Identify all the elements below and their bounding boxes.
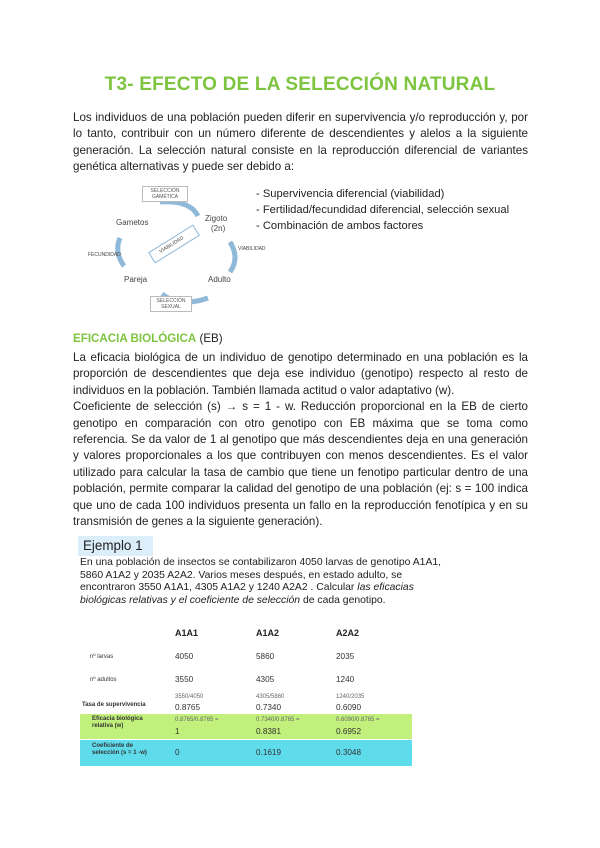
table-cell: 1240	[336, 675, 355, 684]
table-cell: 0.3048	[336, 748, 362, 757]
gametic-selection-box: SELECCIÓN GAMÉTICA	[142, 186, 188, 202]
table-cell-calc: 4305/5860	[256, 694, 285, 700]
table-cell: 2035	[336, 652, 355, 661]
intro-paragraph: Los individuos de una población pueden diferir en supervivencia y/o reproducción y, por lo tanto, contribuir con un número diferente de descendientes y alelos a la siguiente generación. La selección natural consiste en la reproducción diferencial de variantes genética alternativas y puede ser debido a:	[73, 111, 528, 174]
row-label: Eficacia biológica relativa (w)	[92, 716, 143, 729]
section-heading	[73, 332, 223, 345]
table-cell: 4305	[256, 675, 275, 684]
gametos-label: Gametos	[116, 218, 149, 227]
example-text	[80, 557, 450, 607]
table-header: A2A2	[336, 628, 360, 638]
table-cell: 4050	[175, 652, 194, 661]
adulto-label: Adulto	[208, 275, 231, 284]
zigoto-label: Zigoto	[205, 214, 228, 223]
list-item: - Supervivencia diferencial (viabilidad)	[256, 188, 445, 200]
center-label: VIABILIDAD	[158, 235, 186, 255]
example-text-end: de cada genotipo.	[300, 594, 386, 606]
row-label: Coeficiente de selección (s = 1 -w)	[92, 743, 147, 756]
table-cell-calc: 3550/4050	[175, 694, 204, 700]
example-title: Ejemplo 1	[78, 536, 153, 556]
table-cell: 5860	[256, 652, 275, 661]
table-cell: 0.8765	[175, 703, 201, 712]
table-cell: 1	[175, 727, 180, 736]
zigoto-sub-label: (2n)	[211, 224, 226, 233]
table-cell-calc: 0.7340/0.8765 =	[256, 717, 300, 723]
page-title: T3- EFECTO DE LA SELECCIÓN NATURAL	[104, 74, 496, 95]
example-text-plain: En una población de insectos se contabilizaron 4050 larvas de genotipo A1A1, 5860 A1A2 y 2035 A2A2. Varios meses después, en estado adulto, se encontraron 3550 A1A1, 4305 A1A2 y 1240 A2A2 . Calcular	[80, 557, 442, 594]
table-cell: 0.8381	[256, 727, 282, 736]
arrow-right	[230, 242, 235, 272]
row-label: nº larvas	[90, 654, 114, 660]
pareja-label: Pareja	[124, 275, 148, 284]
viabilidad-label: VIABILIDAD	[238, 246, 266, 252]
eb-body	[73, 350, 528, 530]
row-label: nº adultos	[90, 677, 117, 683]
table-cell: 0.6952	[336, 727, 362, 736]
table-cell: 0.7340	[256, 703, 282, 712]
section-heading-abbr: (EB)	[196, 332, 223, 345]
list-item: - Combinación de ambos factores	[256, 220, 424, 232]
life-cycle-diagram	[80, 180, 280, 320]
table-cell: 0	[175, 748, 180, 757]
eb-paragraph-2: Coeficiente de selección (s) → s = 1 - w. Reducción proporcional en la EB de cierto genotipo en comparación con otro genotipo con EB máxima que se toma como referencia. Se da valor de 1 al genotipo que más descendientes deja en una generación y valores proporcionales a los que contribuyen con menos descendientes. Es el valor utilizado para calcular la tasa de cambio que tiene un fenotipo particular dentro de una población, permite comparar la calidad del genotipo de una población (ej: s = 100 indica que uno de cada 100 individuos presenta un fallo en la reproducción fenotípica y en su transmisión de genes a la siguiente generación).	[73, 400, 528, 529]
table-cell: 3550	[175, 675, 194, 684]
table-cell-calc: 1240/2035	[336, 694, 365, 700]
table-header: A1A1	[175, 628, 199, 638]
factor-list	[256, 186, 509, 234]
list-item: - Fertilidad/fecundidad diferencial, selección sexual	[256, 204, 510, 216]
table-cell: 0.1619	[256, 748, 282, 757]
arrow-top	[160, 202, 198, 216]
fecundidad-label: FECUNDIDAD	[88, 252, 121, 258]
example-text-italic: las eficacias biológicas relativas y el coeficiente de selección	[80, 582, 414, 606]
sexual-selection-box: SELECCIÓN SEXUAL	[150, 296, 192, 312]
table-cell: 0.6090	[336, 703, 362, 712]
eb-paragraph-1: La eficacia biológica de un individuo de genotipo determinado en una población es la proporción de descendientes que deja ese individuo (genotipo) respecto al resto de individuos en la población. También llamada actitud o valor adaptativo (w).	[73, 351, 528, 397]
row-label: Tasa de supervivencia	[82, 702, 146, 708]
table-header: A1A2	[256, 628, 280, 638]
section-heading-title: EFICACIA BIOLÓGICA	[73, 332, 197, 345]
table-cell-calc: 0.6090/0.8765 =	[336, 717, 380, 723]
table-cell-calc: 0.8765/0.8765 =	[175, 717, 219, 723]
